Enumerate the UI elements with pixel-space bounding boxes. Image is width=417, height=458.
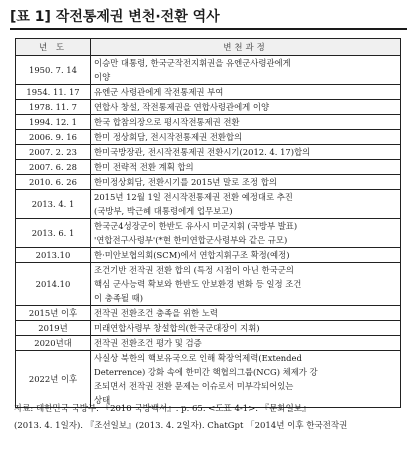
history-line: 핵심 군사능력 확보와 한반도 안보환경 변화 등 일정 조건 xyxy=(94,279,302,289)
table-header-row xyxy=(16,39,401,56)
year-cell: 2010. 6. 26 xyxy=(16,175,91,190)
history-line: 조되면서 전작권 전환 문제는 이슈로서 미부각되어있는 xyxy=(94,381,294,391)
history-line: 한미 정상회담, 전시작전통제권 전환합의 xyxy=(94,132,243,142)
table-row xyxy=(16,145,401,160)
history-cell xyxy=(91,100,401,115)
history-cell xyxy=(91,175,401,190)
history-line: 2015년 12월 1일 전시작전통제권 전환 예정대로 추진 xyxy=(94,192,293,202)
history-line: 이 충족될 때) xyxy=(94,293,144,303)
history-line: 한국 합참의장으로 평시작전통제권 전환 xyxy=(94,117,240,127)
history-line: 한미정상회담, 전환시기를 2015년 말로 조정 합의 xyxy=(94,177,277,187)
history-cell xyxy=(91,219,401,248)
year-cell: 2022년 이후 xyxy=(16,351,91,408)
table-row xyxy=(16,219,401,248)
history-line: (국방부, 박근혜 대통령에게 업무보고) xyxy=(94,206,233,216)
year-cell: 1994. 12. 1 xyxy=(16,115,91,130)
history-cell xyxy=(91,160,401,175)
table-row xyxy=(16,85,401,100)
history-cell xyxy=(91,351,401,408)
table-row xyxy=(16,248,401,263)
history-line: 한국군4성장군이 한반도 유사시 미군지휘 (국방부 발표) xyxy=(94,221,298,231)
history-line: 연합사 창설, 작전통제권을 연합사령관에게 이양 xyxy=(94,102,270,112)
table-row xyxy=(16,56,401,85)
table-row xyxy=(16,263,401,306)
table-row xyxy=(16,160,401,175)
year-cell: 2013.10 xyxy=(16,248,91,263)
year-cell: 2013. 4. 1 xyxy=(16,190,91,219)
history-line: 이승만 대통령, 한국군작전지휘권을 유엔군사령관에게 xyxy=(94,58,291,68)
source-line: (2013. 4. 1일자). 『조선일보』(2013. 4. 2일자). ChatGpt 「2014년 이후 한국전작권 xyxy=(14,421,348,431)
source-line: 자료: 대한민국 국방부. 『2010 국방백서』. p. 65. <도표 4-1>. 『문화일보』 xyxy=(14,404,311,414)
history-cell xyxy=(91,190,401,219)
year-cell: 2014.10 xyxy=(16,263,91,306)
history-cell xyxy=(91,248,401,263)
year-cell: 2006. 9. 16 xyxy=(16,130,91,145)
history-line: 미래연합사령부 창설합의(한국군대장이 지휘) xyxy=(94,323,260,333)
history-cell xyxy=(91,56,401,85)
history-line: 조건기반 전작권 전환 합의 (특정 시점이 아닌 한국군의 xyxy=(94,265,294,275)
table-row xyxy=(16,115,401,130)
history-cell xyxy=(91,336,401,351)
year-column-header: 년 도 xyxy=(16,39,91,56)
year-cell: 1954. 11. 17 xyxy=(16,85,91,100)
history-line: '연합전구사령부'(*현 한미연합군사령부와 같은 규모) xyxy=(94,235,288,245)
table-row xyxy=(16,190,401,219)
table-row xyxy=(16,175,401,190)
history-line: 전작권 전환조건 충족을 위한 노력 xyxy=(94,308,218,318)
history-cell xyxy=(91,321,401,336)
table-body xyxy=(16,56,401,408)
year-cell: 1950. 7. 14 xyxy=(16,56,91,85)
year-cell: 2020년대 xyxy=(16,336,91,351)
year-cell: 2013. 6. 1 xyxy=(16,219,91,248)
history-cell xyxy=(91,115,401,130)
table-row xyxy=(16,130,401,145)
history-cell xyxy=(91,306,401,321)
year-cell: 2007. 6. 28 xyxy=(16,160,91,175)
history-line: 사실상 북한의 핵보유국으로 인해 확장억제력(Extended xyxy=(94,353,302,363)
history-line: 한미국방장관, 전시작전통제권 전환시기(2012. 4. 17)합의 xyxy=(94,147,311,157)
table-row xyxy=(16,351,401,408)
year-cell: 2019년 xyxy=(16,321,91,336)
history-line: Deterrence) 강화 속에 한미간 핵협의그룹(NCG) 체제가 강 xyxy=(94,367,318,377)
history-cell xyxy=(91,263,401,306)
table-row xyxy=(16,336,401,351)
history-line: 상태 xyxy=(94,395,111,405)
history-line: 한미 전략적 전환 계획 합의 xyxy=(94,162,194,172)
history-line: 한·미안보협의회(SCM)에서 연합지휘구조 확정(예정) xyxy=(94,250,290,260)
history-line: 전작권 전환조건 평가 및 검증 xyxy=(94,338,202,348)
year-cell: 2007. 2. 23 xyxy=(16,145,91,160)
history-line: 이양 xyxy=(94,72,111,82)
table-row xyxy=(16,306,401,321)
table-row xyxy=(16,100,401,115)
year-cell: 2015년 이후 xyxy=(16,306,91,321)
history-table xyxy=(15,38,401,408)
history-cell xyxy=(91,85,401,100)
history-column-header: 변천과정 xyxy=(91,39,401,56)
table-row xyxy=(16,321,401,336)
table-title: [표 1] 작전통제권 변천·전환 역사 xyxy=(10,8,407,30)
history-cell xyxy=(91,145,401,160)
history-line: 유엔군 사령관에게 작전통제권 부여 xyxy=(94,87,224,97)
source-note xyxy=(14,401,409,435)
history-cell xyxy=(91,130,401,145)
year-cell: 1978. 11. 7 xyxy=(16,100,91,115)
